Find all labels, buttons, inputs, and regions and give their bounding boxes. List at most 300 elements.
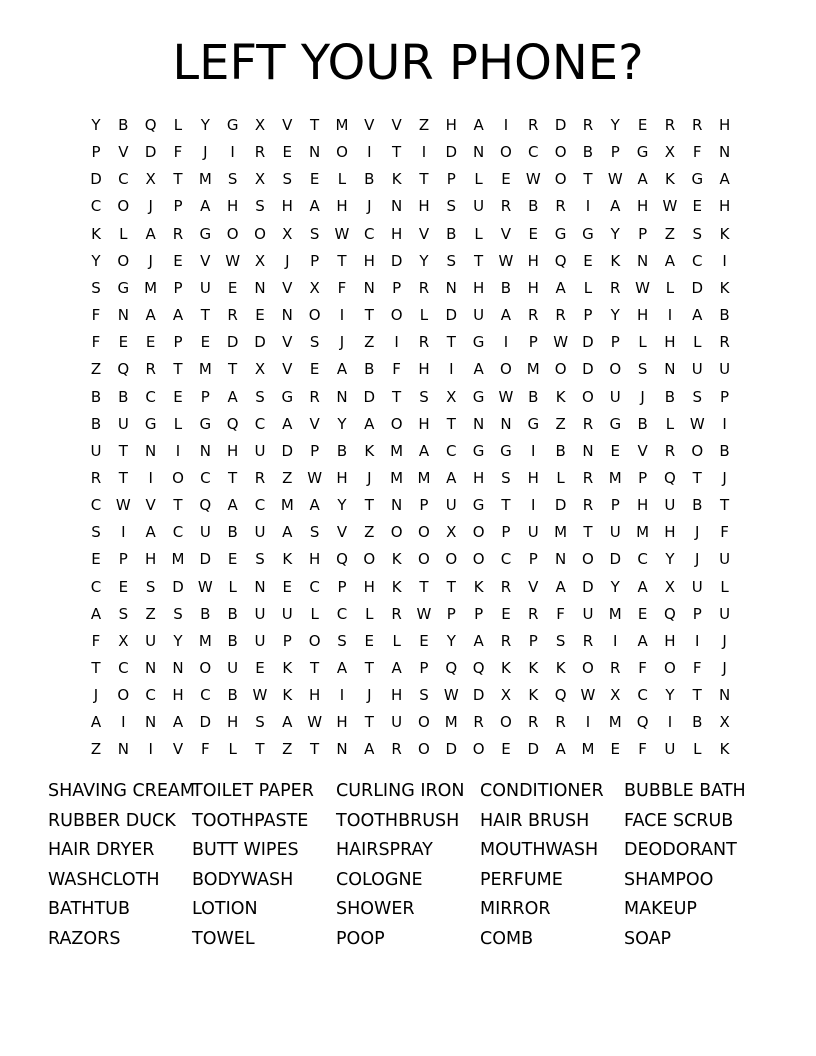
word-list-item: BUBBLE BATH [624,781,746,801]
word-row [48,836,768,866]
grid-letter: E [501,170,511,189]
word-list-item: BODYWASH [192,869,294,890]
grid-letter: M [198,170,212,189]
grid-letter: B [500,278,512,297]
grid-letter: N [336,387,348,406]
grid-letter: Z [418,116,430,134]
grid-letter: A [309,496,320,515]
word-list-item: MOUTHWASH [480,840,599,861]
grid-letter: Y [610,577,620,596]
grid-letter: M [280,496,294,515]
grid-letter: M [526,360,540,379]
grid-letter: R [719,333,730,352]
grid-letter: L [119,224,128,243]
grid-letter: I [722,414,727,433]
grid-letter: G [691,170,704,189]
grid-letter: E [309,360,320,379]
grid-letter: P [610,333,620,352]
grid-letter: O [609,360,622,379]
grid-row [82,519,740,546]
grid-letter: C [528,143,539,162]
grid-letter: S [309,333,320,352]
grid-letter: S [419,686,429,705]
grid-letter: H [472,278,485,297]
grid-letter: R [500,197,512,216]
grid-letter: Z [145,604,156,623]
grid-letter: G [199,414,212,433]
grid-letter: O [500,360,512,379]
grid-letter: U [254,604,266,623]
word-list-item: POOP [336,929,385,949]
grid-letter: P [337,577,347,596]
grid-letter: Q [664,468,676,487]
grid-letter: T [255,740,265,759]
grid-letter: O [582,659,594,677]
grid-letter: K [391,170,402,189]
grid-letter: T [419,577,429,596]
grid-letter: I [148,468,153,487]
grid-letter: C [118,170,129,189]
grid-letter: C [637,550,648,569]
grid-letter: M [144,278,158,297]
grid-letter: G [472,333,485,352]
grid-row [82,736,740,763]
grid-letter: M [608,468,622,487]
grid-letter: A [692,306,703,325]
grid-letter: N [117,740,129,759]
grid-letter: L [720,577,729,596]
grid-letter: H [636,197,649,216]
grid-letter: H [336,713,348,732]
grid-letter: M [554,523,568,542]
grid-letter: C [172,523,184,542]
grid-letter: N [254,278,266,297]
grid-letter: I [339,306,345,325]
grid-letter: E [282,577,293,596]
grid-letter: V [500,224,512,243]
grid-letter: T [337,251,347,270]
word-list-item: COMB [480,929,534,949]
grid-letter: T [392,387,402,406]
grid-letter: R [391,604,402,623]
grid-letter: S [309,224,320,243]
grid-letter: N [582,441,594,460]
grid-letter: U [117,414,129,433]
grid-letter: C [90,577,102,596]
grid-row [82,628,740,655]
grid-letter: C [692,251,703,270]
grid-letter: D [199,550,212,569]
grid-row [82,248,740,275]
grid-letter: L [474,170,483,189]
grid-letter: I [531,496,536,515]
grid-letter: T [118,468,128,487]
grid-letter: U [254,631,266,650]
word-list-item: RAZORS [48,929,121,949]
grid-letter: A [555,278,566,297]
grid-letter: R [227,306,238,325]
grid-letter: K [282,659,293,677]
grid-letter: M [581,740,595,759]
grid-letter: S [118,604,129,623]
grid-letter: S [91,278,101,297]
grid-letter: A [364,414,375,433]
grid-letter: D [582,577,594,596]
grid-letter: Y [610,306,620,325]
grid-letter: W [498,387,514,406]
grid-letter: J [695,550,700,569]
grid-letter: Q [336,550,348,569]
grid-letter: H [336,197,348,216]
grid-letter: R [610,278,621,297]
grid-letter: C [200,468,211,487]
grid-letter: H [664,333,676,352]
grid-letter: T [310,116,320,134]
grid-letter: P [501,523,511,542]
grid-letter: T [364,306,374,325]
grid-letter: E [692,197,702,216]
grid-letter: K [719,224,730,243]
grid-letter: A [555,577,566,596]
grid-letter: W [689,414,705,433]
grid-letter: Q [199,496,212,515]
grid-letter: V [364,116,375,134]
grid-letter: O [390,523,403,542]
grid-letter: L [556,468,565,487]
grid-letter: E [501,604,511,623]
grid-letter: N [500,414,512,433]
grid-letter: R [664,441,676,460]
grid-letter: H [363,251,375,270]
grid-letter: Y [446,631,456,650]
grid-letter: S [337,631,347,650]
grid-letter: K [391,577,402,596]
grid-letter: C [637,686,648,705]
grid-letter: X [145,170,156,189]
grid-letter: D [144,143,157,162]
grid-letter: O [418,713,430,732]
grid-letter: B [555,441,566,460]
grid-letter: B [692,496,703,515]
grid-letter: U [145,631,157,650]
grid-letter: M [417,468,431,487]
grid-letter: K [282,550,293,569]
grid-letter: D [554,116,567,134]
grid-letter: H [472,468,485,487]
grid-letter: P [583,306,593,325]
grid-letter: S [555,631,566,650]
grid-letter: G [500,441,512,460]
grid-letter: T [364,659,374,677]
grid-letter: L [693,740,702,759]
grid-letter: Y [91,251,101,270]
grid-letter: N [363,278,375,297]
grid-letter: Q [226,414,239,433]
grid-letter: O [172,468,184,487]
grid-letter: X [719,713,730,732]
grid-letter: T [392,143,402,162]
grid-letter: V [172,740,184,759]
grid-letter: E [118,577,129,596]
grid-letter: S [227,170,238,189]
grid-row [82,574,740,601]
grid-letter: K [528,686,539,705]
word-list-item: TOWEL [192,929,255,949]
grid-letter: O [472,523,485,542]
grid-letter: V [528,577,539,596]
grid-row [82,166,740,193]
grid-letter: E [91,550,101,569]
grid-letter: C [254,496,266,515]
grid-letter: C [254,414,266,433]
grid-letter: D [527,740,540,759]
grid-letter: K [364,441,375,460]
grid-letter: G [226,116,239,134]
grid-letter: H [445,116,457,134]
grid-letter: Y [337,496,347,515]
grid-letter: E [145,333,156,352]
grid-letter: O [500,713,512,732]
grid-letter: D [281,441,294,460]
grid-row [82,356,740,383]
grid-letter: S [173,604,183,623]
grid-letter: T [228,360,238,379]
grid-letter: I [531,441,536,460]
grid-letter: Y [173,631,183,650]
grid-letter: P [692,604,702,623]
grid-letter: M [198,360,212,379]
grid-letter: J [640,387,645,406]
grid-letter: N [199,441,211,460]
grid-letter: D [363,387,376,406]
grid-letter: P [200,387,210,406]
grid-letter: H [390,686,403,705]
word-list-item: SHAVING CREAM [48,781,195,801]
grid-letter: H [636,496,649,515]
grid-row [82,221,740,248]
grid-letter: H [718,197,731,216]
grid-letter: B [227,604,238,623]
grid-letter: E [255,659,265,677]
grid-letter: X [309,278,320,297]
grid-letter: M [335,116,349,134]
grid-letter: W [580,686,596,705]
grid-letter: B [118,387,129,406]
grid-letter: I [367,143,372,162]
grid-letter: Z [282,740,293,759]
grid-letter: O [691,441,704,460]
grid-letter: A [473,360,484,379]
grid-letter: L [173,414,183,433]
grid-letter: X [500,686,512,705]
grid-letter: U [664,740,676,759]
grid-letter: A [90,713,102,732]
grid-letter: F [200,740,210,759]
grid-letter: U [445,496,457,515]
grid-letter: F [692,143,702,162]
grid-letter: T [419,170,429,189]
grid-letter: O [445,550,458,569]
grid-letter: X [254,251,266,270]
grid-letter: Z [90,360,102,379]
grid-letter: A [145,224,156,243]
grid-letter: G [527,414,540,433]
grid-letter: O [418,550,430,569]
grid-letter: R [692,116,703,134]
grid-letter: F [638,659,647,677]
grid-letter: O [582,387,594,406]
grid-letter: L [419,306,429,325]
grid-letter: U [254,523,266,542]
grid-letter: F [91,306,101,325]
grid-letter: Y [419,251,429,270]
grid-row [82,465,740,492]
grid-letter: J [285,251,290,270]
grid-letter: J [339,333,345,352]
grid-letter: D [254,333,266,352]
word-list-item: LOTION [192,899,258,920]
word-list-item: SHAMPOO [624,869,714,890]
grid-letter: C [145,686,156,705]
grid-letter: N [117,306,129,325]
grid-letter: X [254,360,266,379]
grid-letter: H [664,631,676,650]
grid-letter: I [722,251,727,270]
grid-letter: W [307,713,323,732]
page-title: LEFT YOUR PHONE? [172,35,644,91]
grid-letter: F [91,333,101,352]
grid-letter: R [172,224,184,243]
word-row [48,925,768,955]
grid-letter: N [336,740,348,759]
grid-letter: M [198,631,212,650]
grid-letter: J [367,468,372,487]
grid-letter: E [419,631,429,650]
grid-letter: D [582,333,594,352]
grid-letter: S [692,224,703,243]
grid-letter: H [308,686,321,705]
grid-letter: K [528,659,539,677]
grid-letter: S [282,170,293,189]
grid-letter: H [718,116,731,134]
grid-letter: G [117,278,130,297]
grid-letter: F [392,360,401,379]
grid-letter: D [472,686,485,705]
grid-letter: B [719,306,730,325]
grid-letter: N [172,659,184,677]
grid-letter: F [720,523,729,542]
grid-letter: V [418,224,430,243]
grid-letter: N [664,360,676,379]
grid-letter: M [171,550,185,569]
word-list-item: HAIRSPRAY [336,840,433,861]
grid-letter: F [91,631,101,650]
grid-letter: T [91,659,101,677]
grid-letter: C [118,659,129,677]
grid-letter: T [200,306,210,325]
grid-letter: G [636,143,649,162]
grid-letter: T [364,496,374,515]
grid-letter: G [554,224,567,243]
grid-letter: I [585,713,591,732]
grid-letter: P [528,333,538,352]
grid-letter: K [91,224,101,243]
grid-letter: X [664,143,676,162]
word-list-item: BATHTUB [48,899,130,920]
grid-letter: A [200,197,211,216]
grid-letter: B [364,360,375,379]
grid-row [82,709,740,736]
grid-letter: V [145,496,156,515]
grid-letter: L [638,333,647,352]
grid-letter: L [665,414,675,433]
grid-letter: R [90,468,102,487]
grid-letter: A [719,170,730,189]
grid-letter: U [227,659,239,677]
word-list-item: TOOTHBRUSH [336,810,460,831]
grid-letter: K [473,577,484,596]
grid-letter: O [336,143,348,162]
grid-row [82,329,740,356]
grid-letter: P [282,631,292,650]
grid-letter: C [309,577,320,596]
grid-letter: V [309,414,320,433]
grid-letter: R [582,468,594,487]
grid-letter: Z [90,740,102,759]
grid-letter: J [367,197,372,216]
grid-letter: I [503,333,509,352]
grid-letter: W [416,604,432,623]
grid-letter: Q [472,659,485,677]
grid-letter: X [446,523,457,542]
grid-letter: O [390,414,403,433]
grid-letter: S [145,577,156,596]
grid-letter: N [254,577,266,596]
grid-letter: V [282,116,293,134]
grid-letter: B [227,523,238,542]
grid-letter: C [336,604,348,623]
grid-letter: U [199,278,211,297]
grid-letter: E [255,306,265,325]
grid-letter: V [282,278,293,297]
grid-letter: A [336,360,348,379]
word-list [48,777,768,957]
grid-letter: C [446,441,457,460]
grid-row [82,438,740,465]
grid-letter: K [555,659,566,677]
grid-letter: N [472,143,485,162]
grid-letter: T [364,713,374,732]
grid-letter: A [172,306,184,325]
grid-letter: W [607,170,623,189]
grid-letter: O [254,224,266,243]
grid-letter: A [637,577,648,596]
grid-letter: D [390,251,403,270]
grid-letter: T [501,496,511,515]
grid-letter: E [364,631,375,650]
grid-letter: E [282,143,293,162]
grid-letter: W [635,278,651,297]
grid-letter: R [610,659,621,677]
grid-letter: C [500,550,512,569]
grid-letter: W [225,251,241,270]
grid-row [82,139,740,166]
grid-letter: H [527,468,539,487]
grid-letter: O [117,197,130,216]
grid-letter: Y [91,116,101,134]
grid-letter: E [501,740,511,759]
grid-letter: R [500,631,512,650]
